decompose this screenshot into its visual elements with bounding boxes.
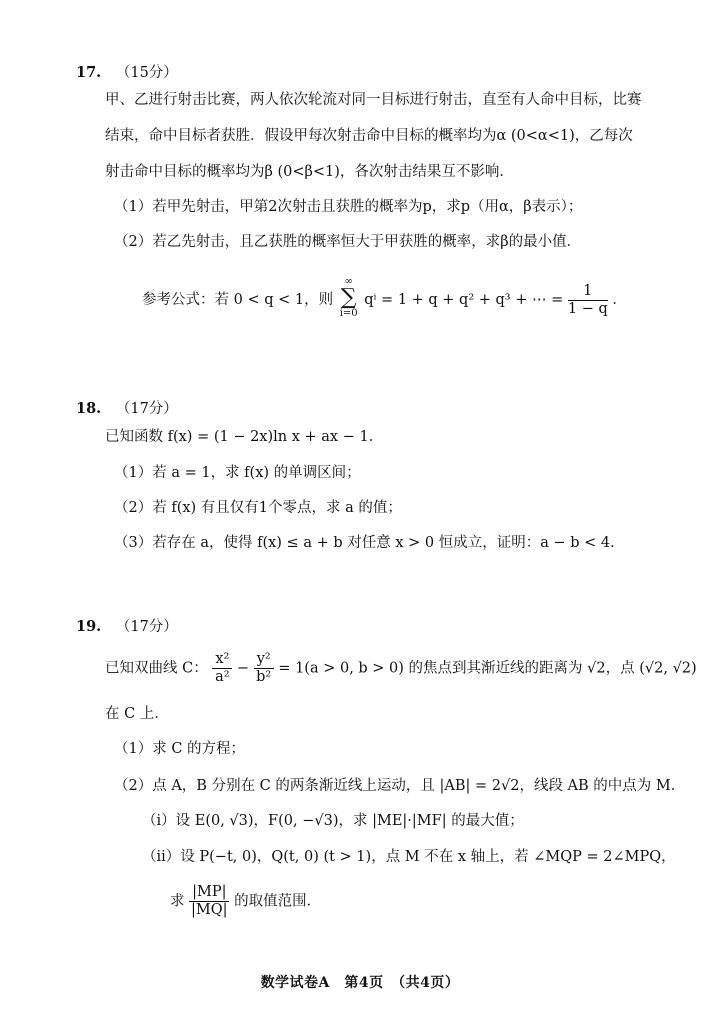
- subquestion-line: （1）求 C 的方程；: [114, 741, 246, 757]
- question-points: （17分）: [115, 401, 178, 417]
- hyperbola-x-term: $\frac{\text{x²}}{\text{a²}}$: [212, 651, 232, 686]
- sigma-icon: ∑: [340, 285, 357, 310]
- question-text-line: 在 C 上．: [105, 706, 169, 722]
- subquestion-line: （2）若 f(x) 有且仅有1个零点，求 a 的值；: [114, 500, 402, 516]
- sum-lower-limit: i=0: [339, 308, 358, 319]
- question-text-line: 射击命中目标的概率均为β (0<β<1)，各次射击结果互不影响．: [105, 164, 514, 180]
- question-number: 17.: [76, 64, 102, 81]
- hyperbola-y-term: $\frac{\text{y²}}{\text{b²}}$: [254, 651, 274, 686]
- subquestion-line: （2）点 A，B 分别在 C 的两条渐近线上运动，且 |AB| = 2√2，线段 AB 的中点为 M．: [114, 778, 686, 794]
- ratio-fraction: $\frac{|MP|}{|MQ|}$: [191, 884, 228, 918]
- subquestion-line: （ii）设 P(−t, 0)，Q(t, 0) (t > 1)，点 M 不在 x 轴上，若 ∠MQP = 2∠MPQ，: [142, 849, 676, 865]
- subquestion-line: （3）若存在 a，使得 f(x) ≤ a + b 对任意 x > 0 恒成立，证明：a − b < 4．: [114, 535, 625, 551]
- question-text-line: 已知函数 f(x) = (1 − 2x)ln x + ax − 1．: [105, 429, 384, 445]
- formula-label: 参考公式：若 0 < q < 1，则: [142, 292, 334, 308]
- question-text-line: 已知双曲线 C： $\frac{\text{x²}}{\text{a²}}$ − $\frac{\text{y²}}{\text{b²}}$ = 1(a > 0, b > 0) 的焦点到其渐近线的距离为 √2，点 (√2, √2): [105, 651, 697, 685]
- question-text-line: 甲、乙进行射击比赛，两人依次轮流对同一目标进行射击，直至有人命中目标，比赛: [105, 92, 642, 108]
- question-text-line: 求 $\frac{|MP|}{|MQ|}$ 的取值范围．: [170, 884, 322, 918]
- subquestion-line: （i）设 E(0, √3)，F(0, −√3)，求 |ME|·|MF| 的最大值；: [142, 813, 524, 829]
- question-text-line: 结束，命中目标者获胜．假设甲每次射击命中目标的概率均为α (0<α<1)，乙每次: [105, 128, 633, 144]
- summation-symbol: [340, 277, 358, 319]
- formula-body: qⁱ = 1 + q + q² + q³ + ⋯ =: [364, 292, 564, 308]
- reference-formula: 参考公式：若 0 < q < 1，则 ∞ ∑ i=0 qⁱ = 1 + q + q² + q³ + ⋯ = $\frac{1}{1 - q}$ ．: [142, 276, 627, 319]
- subquestion-line: （1）若甲先射击，甲第2次射击且获胜的概率为p，求p（用α，β表示）；: [114, 199, 583, 215]
- question-number: 18.: [76, 400, 102, 417]
- sum-upper-limit: ∞: [344, 276, 353, 287]
- subquestion-line: （1）若 a = 1，求 f(x) 的单调区间；: [114, 465, 361, 481]
- subquestion-line: （2）若乙先射击，且乙获胜的概率恒大于甲获胜的概率，求β的最小值．: [114, 234, 582, 250]
- question-number: 19.: [76, 618, 102, 635]
- question-points: （17分）: [115, 619, 178, 635]
- question-points: （15分）: [115, 65, 178, 81]
- page-footer: 数学试卷A 第4页 （共4页）: [260, 975, 460, 991]
- formula-fraction: $\frac{1}{1 - q}$: [567, 282, 608, 317]
